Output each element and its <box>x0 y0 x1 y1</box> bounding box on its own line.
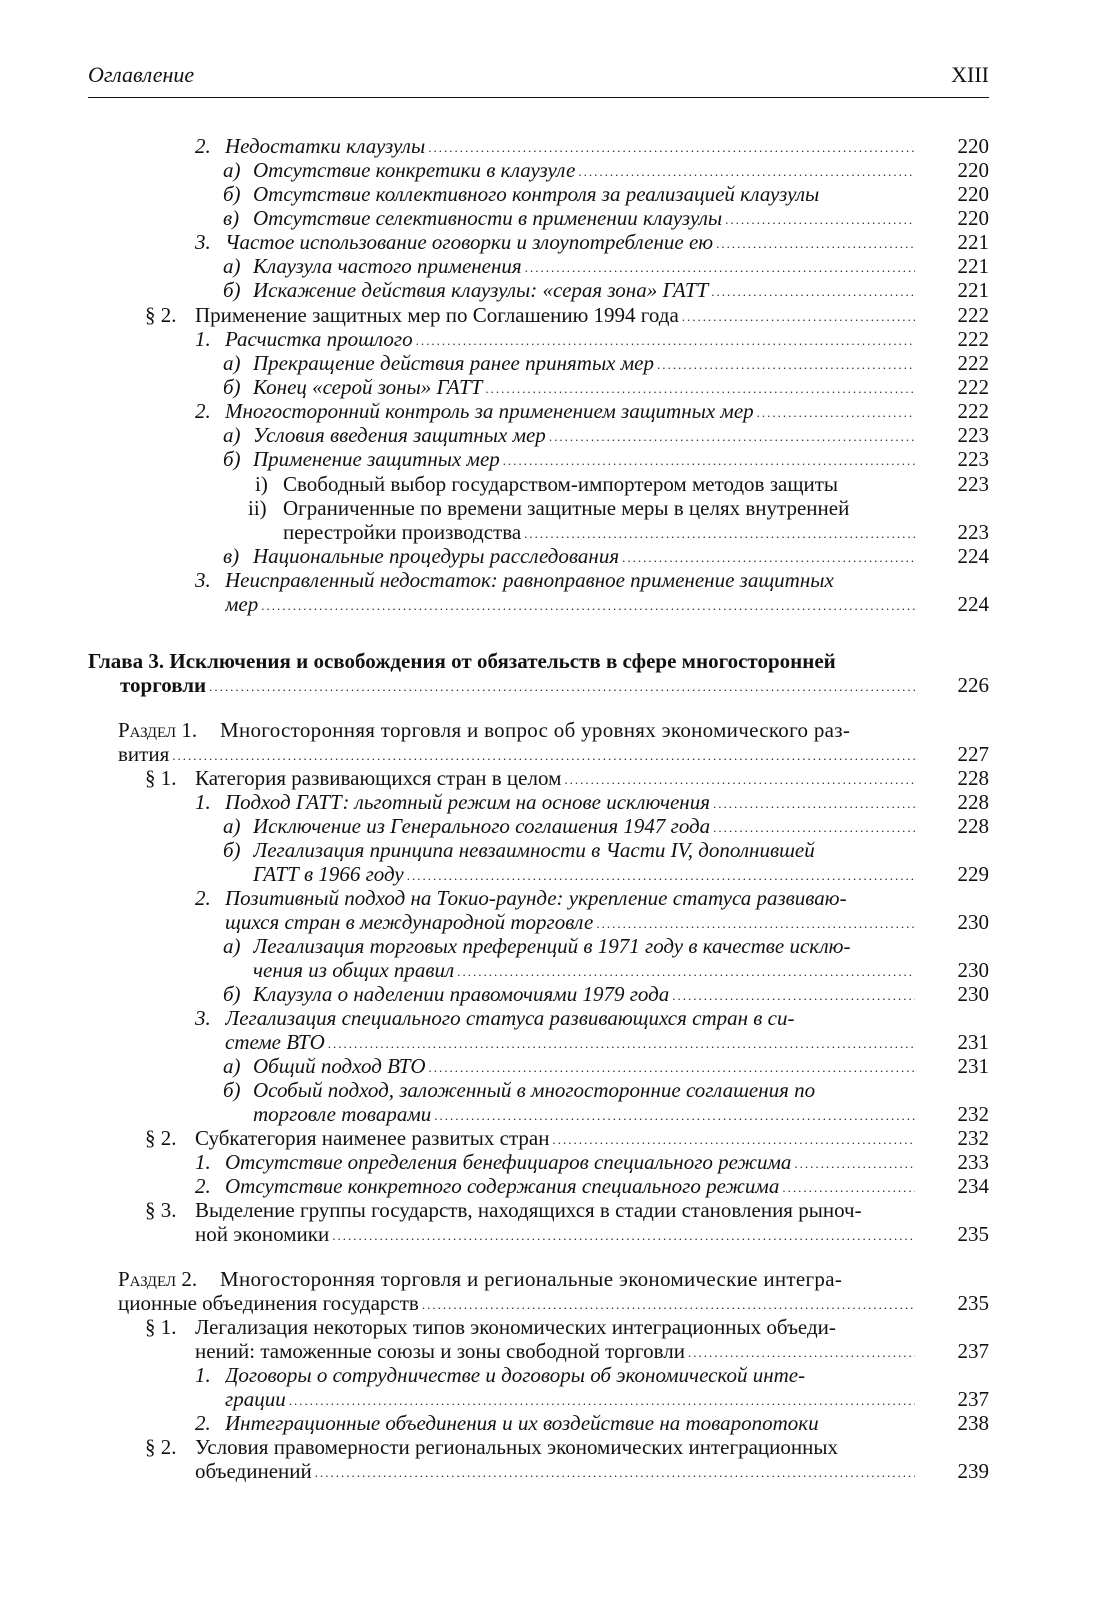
toc-entry[interactable] <box>220 717 919 743</box>
toc-entry-text: стеме ВТО <box>225 1030 325 1054</box>
toc-page-number: 232 <box>957 1126 989 1150</box>
toc-entry-text: Условия введения защитных мер <box>253 423 546 447</box>
toc-entry-text: Частое использование оговорки и злоупотребление ею <box>225 230 714 254</box>
toc-entry-text: грации <box>225 1387 286 1411</box>
dot-leader <box>725 214 915 226</box>
toc-page-number: 232 <box>957 1102 989 1126</box>
toc-entry[interactable] <box>225 133 919 159</box>
dot-leader <box>315 1467 915 1479</box>
dot-leader <box>552 1134 915 1146</box>
toc-entry[interactable] <box>195 1458 919 1484</box>
toc-entry[interactable] <box>253 181 919 207</box>
toc-entry-text: Позитивный подход на Токио-раунде: укрепление статуса развиваю- <box>225 886 847 910</box>
toc-entry[interactable] <box>225 1410 919 1436</box>
toc-entry-text: Интеграционные объединения и их воздействие на товаропотоки <box>225 1411 819 1435</box>
running-header-page-number: XIII <box>951 62 989 87</box>
dot-leader <box>672 990 915 1002</box>
toc-entry-marker: 3. <box>195 230 211 254</box>
toc-entry-marker: б) <box>223 278 241 302</box>
toc-entry[interactable] <box>118 741 919 767</box>
dot-leader <box>657 359 915 371</box>
toc-page-number: 220 <box>957 206 989 230</box>
dot-leader <box>485 383 915 395</box>
toc-entry[interactable] <box>220 1266 919 1292</box>
toc-entry-text: торговле товарами <box>253 1102 432 1126</box>
toc-entry-text: Искажение действия клаузулы: «серая зона» ГАТТ <box>253 278 709 302</box>
toc-entry-marker: 2. <box>195 1411 211 1435</box>
toc-entry[interactable] <box>253 446 919 472</box>
toc-entry-text: Отсутствие конкретики в клаузуле <box>253 158 576 182</box>
toc-entry-marker: 2. <box>195 134 211 158</box>
toc-entry-text: Особый подход, заложенный в многосторонние соглашения по <box>253 1078 816 1102</box>
toc-entry[interactable] <box>283 519 919 545</box>
toc-entry[interactable] <box>195 765 919 791</box>
toc-entry-marker: 1. <box>195 1363 211 1387</box>
toc-entry[interactable] <box>225 567 919 593</box>
toc-entry[interactable] <box>253 374 919 400</box>
toc-page-number: 228 <box>957 790 989 814</box>
toc-entry-text: Применение защитных мер <box>253 447 500 471</box>
toc-entry-marker: § 2. <box>145 303 177 327</box>
toc-page-number: 223 <box>957 472 989 496</box>
dot-leader <box>525 262 915 274</box>
toc-entry-text: щихся стран в международной торговле <box>225 910 594 934</box>
running-header-title: Оглавление <box>88 62 195 87</box>
toc-entry[interactable] <box>225 885 919 911</box>
toc-entry-text: Свободный выбор государством-импортером методов защиты <box>283 472 839 496</box>
toc-entry-marker: 1. <box>195 327 211 351</box>
toc-page-number: 220 <box>957 158 989 182</box>
toc-entry-marker: 2. <box>195 399 211 423</box>
dot-leader <box>434 1110 915 1122</box>
toc-page-number: 222 <box>957 327 989 351</box>
toc-page-number: 221 <box>957 254 989 278</box>
toc-page-number: 227 <box>957 742 989 766</box>
toc-entry[interactable] <box>253 813 919 839</box>
toc-entry[interactable] <box>225 1362 919 1388</box>
dot-leader <box>261 600 915 612</box>
dot-leader <box>289 1395 915 1407</box>
toc-entry-text: Легализация торговых преференций в 1971 году в качестве исклю- <box>253 934 851 958</box>
toc-entry[interactable] <box>225 909 919 935</box>
toc-page-number: 221 <box>957 278 989 302</box>
dot-leader <box>622 552 915 564</box>
dot-leader <box>713 822 915 834</box>
toc-entry-text: ГАТТ в 1966 году <box>253 862 404 886</box>
toc-entry-text: Общий подход ВТО <box>253 1054 426 1078</box>
toc-page-number: 237 <box>957 1387 989 1411</box>
toc-entry-marker: б) <box>223 838 241 862</box>
toc-entry-text: ной экономики <box>195 1222 330 1246</box>
toc-page-number: 220 <box>957 134 989 158</box>
toc-page-number: 223 <box>957 520 989 544</box>
dot-leader <box>757 407 915 419</box>
toc-entry-marker: 2. <box>195 886 211 910</box>
toc-entry-text: ционные объединения государств <box>118 1291 419 1315</box>
dot-leader <box>596 918 915 930</box>
toc-entry[interactable] <box>253 543 919 569</box>
toc-entry-marker: Раздел 1. <box>118 718 198 742</box>
dot-leader <box>457 966 915 978</box>
toc-entry[interactable] <box>253 957 919 983</box>
toc-page-number: 239 <box>957 1459 989 1483</box>
toc-entry-text: Конец «серой зоны» ГАТТ <box>253 375 483 399</box>
toc-entry-marker: б) <box>223 1078 241 1102</box>
toc-entry-marker: 3. <box>195 1006 211 1030</box>
toc-page-number: 223 <box>957 423 989 447</box>
toc-page-number: 238 <box>957 1411 989 1435</box>
toc-entry-text: Выделение группы государств, находящихся в стадии становления рыноч- <box>195 1198 862 1222</box>
toc-entry[interactable] <box>195 1221 919 1247</box>
toc-page-number: 230 <box>957 958 989 982</box>
toc-entry-text: объединений <box>195 1459 312 1483</box>
dot-leader <box>503 455 915 467</box>
toc-entry-text: Расчистка прошлого <box>225 327 413 351</box>
dot-leader <box>782 1182 915 1194</box>
toc-entry-marker: б) <box>223 447 241 471</box>
dot-leader <box>716 238 915 250</box>
toc-entry[interactable] <box>225 591 919 617</box>
toc-entry[interactable] <box>225 326 919 352</box>
toc-entry[interactable] <box>283 471 919 497</box>
toc-entry-text: Отсутствие коллективного контроля за реализацией клаузулы <box>253 182 820 206</box>
toc-entry[interactable] <box>253 253 919 279</box>
toc-page-number: 237 <box>957 1339 989 1363</box>
toc-entry-text: Клаузула о наделении правомочиями 1979 года <box>253 982 670 1006</box>
dot-leader <box>578 166 915 178</box>
toc-entry[interactable] <box>253 933 919 959</box>
toc-entry-marker: 1. <box>195 1150 211 1174</box>
toc-page-number: 235 <box>957 1222 989 1246</box>
toc-entry[interactable] <box>225 398 919 424</box>
dot-leader <box>524 528 915 540</box>
toc-entry[interactable] <box>225 1149 919 1175</box>
toc-entry-marker: а) <box>223 814 241 838</box>
toc-entry-marker: б) <box>223 375 241 399</box>
toc-entry-marker: а) <box>223 934 241 958</box>
toc-entry[interactable] <box>253 1077 919 1103</box>
toc-page-number: 224 <box>957 544 989 568</box>
toc-entry-text: Легализация принципа невзаимности в Части IV, дополнившей <box>253 838 815 862</box>
toc-entry-marker: в) <box>223 206 240 230</box>
toc-entry-text: Национальные процедуры расследования <box>253 544 620 568</box>
toc-entry-marker: а) <box>223 423 241 447</box>
toc-entry-text: перестройки производства <box>283 520 522 544</box>
toc-entry-text: Глава 3. Исключения и освобождения от обязательств в сфере многосторонней <box>88 649 836 673</box>
toc-entry-marker: а) <box>223 351 241 375</box>
toc-entry[interactable] <box>225 1386 919 1412</box>
toc-page-number: 220 <box>957 182 989 206</box>
toc-page-number: 222 <box>957 399 989 423</box>
toc-entry-text: торговли <box>120 673 207 697</box>
toc-entry-marker: § 1. <box>145 1315 177 1339</box>
toc-entry[interactable] <box>253 350 919 376</box>
toc-entry[interactable] <box>195 1125 919 1151</box>
toc-page-number: 230 <box>957 982 989 1006</box>
toc-entry-text: Условия правомерности региональных экономических интеграционных <box>195 1435 838 1459</box>
dot-leader <box>328 1038 915 1050</box>
toc-entry-text: Недостатки клаузулы <box>225 134 426 158</box>
toc-entry[interactable] <box>120 672 919 698</box>
toc-entry[interactable] <box>225 789 919 815</box>
dot-leader <box>429 1062 915 1074</box>
toc-page-number: 230 <box>957 910 989 934</box>
dot-leader <box>172 750 915 762</box>
toc-entry-text: Многосторонний контроль за применением защитных мер <box>225 399 754 423</box>
toc-entry-text: Многосторонняя торговля и вопрос об уровнях экономического раз- <box>220 718 851 742</box>
toc-entry[interactable] <box>225 229 919 255</box>
toc-entry-text: Исключение из Генерального соглашения 1947 года <box>253 814 711 838</box>
toc-entry-text: Неисправленный недостаток: равноправное применение защитных <box>225 568 834 592</box>
toc-entry-marker: § 2. <box>145 1126 177 1150</box>
toc-page-number: 222 <box>957 375 989 399</box>
toc-page-number: 224 <box>957 592 989 616</box>
toc-page-number: 226 <box>957 673 989 697</box>
dot-leader <box>794 1158 915 1170</box>
toc-page-number: 223 <box>957 447 989 471</box>
toc-page-number: 235 <box>957 1291 989 1315</box>
toc-entry[interactable] <box>195 302 919 328</box>
toc-entry[interactable] <box>253 981 919 1007</box>
toc-entry-marker: в) <box>223 544 240 568</box>
toc-entry-text: вития <box>118 742 170 766</box>
toc-entry-text: Договоры о сотрудничестве и договоры об экономической инте- <box>225 1363 806 1387</box>
toc-entry-marker: § 1. <box>145 766 177 790</box>
toc-entry-marker: 1. <box>195 790 211 814</box>
toc-entry-marker: а) <box>223 254 241 278</box>
toc-entry-marker: 3. <box>195 568 211 592</box>
toc-entry-text: мер <box>225 592 259 616</box>
toc-entry-marker: б) <box>223 182 241 206</box>
toc-entry-text: Применение защитных мер по Соглашению 1994 года <box>195 303 679 327</box>
toc-entry-text: Отсутствие определения бенефициаров специального режима <box>225 1150 792 1174</box>
toc-entry[interactable] <box>253 1101 919 1127</box>
toc-page-number: 229 <box>957 862 989 886</box>
toc-entry-marker: Раздел 2. <box>118 1267 198 1291</box>
toc-entry[interactable] <box>225 1173 919 1199</box>
toc-entry[interactable] <box>195 1338 919 1364</box>
toc-entry-text: Категория развивающихся стран в целом <box>195 766 562 790</box>
toc-entry-marker: а) <box>223 1054 241 1078</box>
dot-leader <box>332 1230 915 1242</box>
dot-leader <box>564 774 915 786</box>
toc-entry-marker: ii) <box>248 496 267 520</box>
toc-entry-marker: i) <box>255 472 268 496</box>
dot-leader <box>428 142 915 154</box>
toc-entry-text: Подход ГАТТ: льготный режим на основе исключения <box>225 790 710 814</box>
toc-entry[interactable] <box>195 1434 919 1460</box>
toc-entry-marker: б) <box>223 982 241 1006</box>
dot-leader <box>549 431 915 443</box>
dot-leader <box>416 335 915 347</box>
toc-entry[interactable] <box>253 837 919 863</box>
toc-entry[interactable] <box>253 157 919 183</box>
toc-entry-marker: § 3. <box>145 1198 177 1222</box>
toc-entry[interactable] <box>225 1029 919 1055</box>
toc-page-number: 222 <box>957 303 989 327</box>
toc-page-number: 231 <box>957 1054 989 1078</box>
toc-entry-text: Отсутствие селективности в применении клаузулы <box>253 206 723 230</box>
toc-entry-text: Клаузула частого применения <box>253 254 522 278</box>
toc-entry[interactable] <box>253 1053 919 1079</box>
toc-entry-marker: 2. <box>195 1174 211 1198</box>
toc-page-number: 233 <box>957 1150 989 1174</box>
toc-page-number: 234 <box>957 1174 989 1198</box>
toc-page-number: 228 <box>957 766 989 790</box>
toc-entry-text: Прекращение действия ранее принятых мер <box>253 351 654 375</box>
toc-page-number: 221 <box>957 230 989 254</box>
toc-page-number: 222 <box>957 351 989 375</box>
toc-entry[interactable] <box>88 648 919 674</box>
toc-entry-text: Ограниченные по времени защитные меры в целях внутренней <box>283 496 850 520</box>
toc-entry-text: Субкатегория наименее развитых стран <box>195 1126 550 1150</box>
toc-entry[interactable] <box>195 1314 919 1340</box>
toc-page-number: 228 <box>957 814 989 838</box>
toc-entry[interactable] <box>118 1290 919 1316</box>
toc-entry[interactable] <box>253 277 919 303</box>
toc-entry-text: нений: таможенные союзы и зоны свободной торговли <box>195 1339 685 1363</box>
toc-entry[interactable] <box>225 1005 919 1031</box>
dot-leader <box>209 681 915 693</box>
dot-leader <box>682 311 915 323</box>
toc-entry-text: Легализация специального статуса развивающихся стран в си- <box>225 1006 795 1030</box>
dot-leader <box>711 286 915 298</box>
toc-entry[interactable] <box>195 1197 919 1223</box>
toc-entry[interactable] <box>253 861 919 887</box>
toc-entry-marker: § 2. <box>145 1435 177 1459</box>
toc-entry-text: чения из общих правил <box>253 958 455 982</box>
dot-leader <box>688 1347 915 1359</box>
toc-entry-text: Многосторонняя торговля и региональные экономические интегра- <box>220 1267 843 1291</box>
toc-page-number: 231 <box>957 1030 989 1054</box>
toc-entry[interactable] <box>253 422 919 448</box>
toc-entry-text: Легализация некоторых типов экономических интеграционных объеди- <box>195 1315 836 1339</box>
toc-entry[interactable] <box>253 205 919 231</box>
dot-leader <box>713 798 915 810</box>
toc-entry-marker: а) <box>223 158 241 182</box>
dot-leader <box>422 1299 915 1311</box>
toc-entry[interactable] <box>283 495 919 521</box>
dot-leader <box>407 870 915 882</box>
toc-entry-text: Отсутствие конкретного содержания специального режима <box>225 1174 780 1198</box>
